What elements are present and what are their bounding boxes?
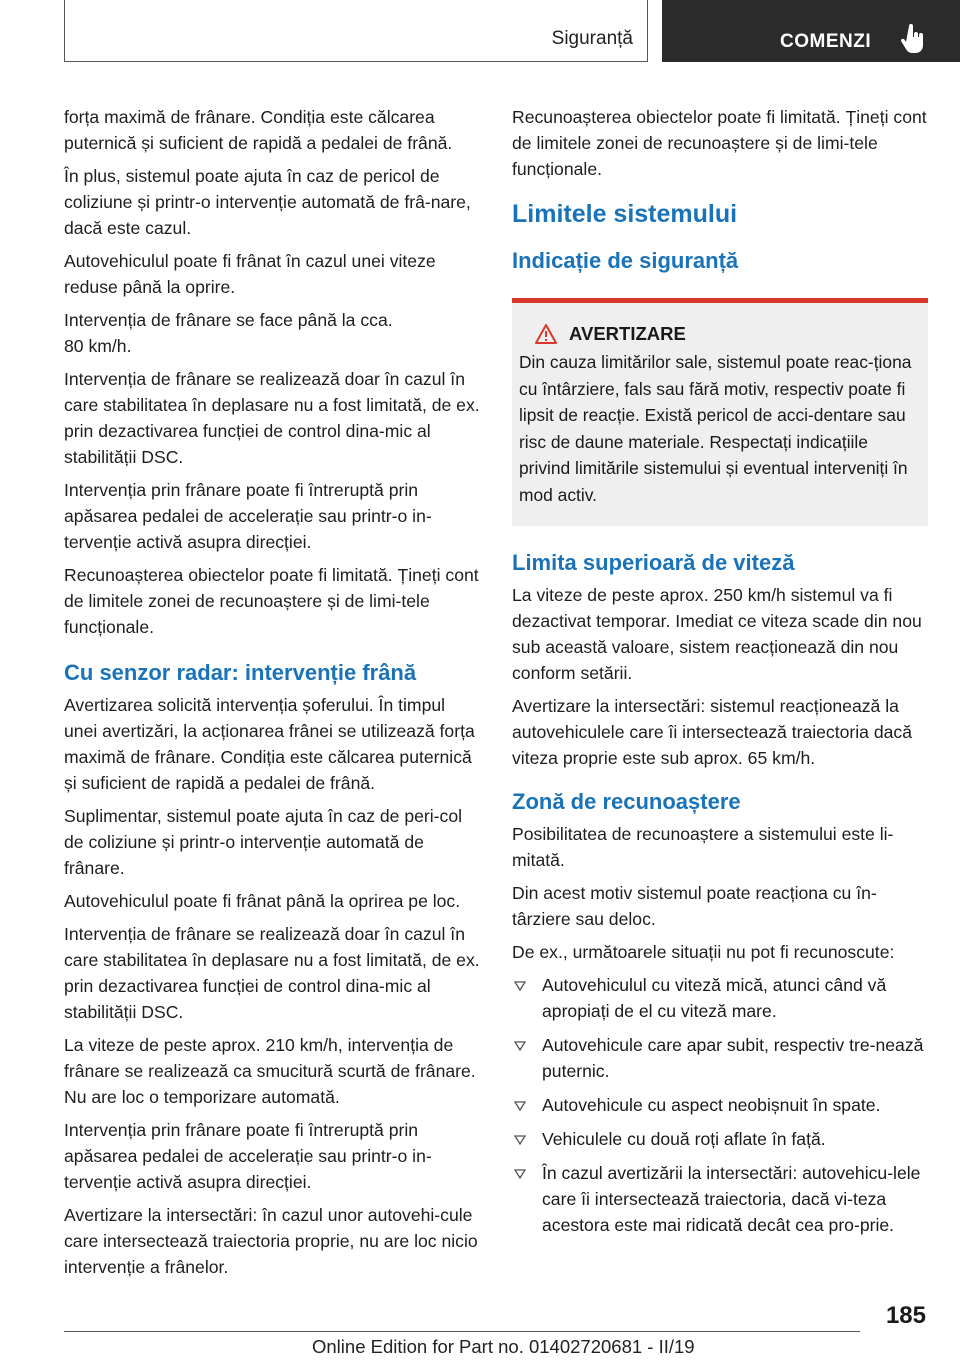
list-item [512,972,930,1024]
paragraph [64,307,482,359]
warning-text: Din cauza limitărilor sale, sistemul poate reac‐ționa cu întârziere, fals sau fără motiv, respectiv poate fi lipsit de reacție. Există pericol de acci‐dentare sau risc de daune materiale. Respectați indicațiile privind limitările sistemului și eventual interveniți în mod activ. [519,352,912,505]
paragraph: Avertizare la intersectări: sistemul reacționează la autovehiculele care îi intersectează traiectoria dacă viteza proprie este sub aprox. 65 km/h. [512,696,912,768]
list-item [512,1092,930,1118]
paragraph: Recunoașterea obiectelor poate fi limitată. Țineți cont de limitele zonei de recunoaștere și de limi‐tele funcționale. [64,565,479,637]
paragraph: Din acest motiv sistemul poate reacționa cu în‐târziere sau deloc. [512,883,877,929]
footer-edition: Online Edition for Part no. 01402720681 - II/19 [312,1336,695,1357]
heading-radar: Cu senzor radar: intervenție frână [64,660,417,685]
paragraph: Suplimentar, sistemul poate ajuta în caz de peri‐col de coliziune și printr‐o intervenție automată de frânare. [64,806,463,878]
paragraph: forța maximă de frânare. Condiția este călcarea puternică și suficient de rapidă a pedalei de frână. [64,107,453,153]
list-item-text: Vehiculele cu două roți aflate în față. [542,1129,826,1149]
undetectable-situations-list [512,972,930,1238]
paragraph: Posibilitatea de recunoaștere a sistemului este li‐mitată. [512,824,894,870]
paragraph: De ex., următoarele situații nu pot fi recunoscute: [512,942,895,962]
tab-comenzi-label: COMENZI [780,31,872,52]
header-section-box [64,0,648,62]
paragraph: În plus, sistemul poate ajuta în caz de pericol de coliziune și printr‐o intervenție automată de frâ‐nare, dacă este cazul. [64,166,471,238]
paragraph: Intervenția prin frânare poate fi întreruptă prin apăsarea pedalei de accelerație sau printr‐o in‐tervenție activă asupra direcției. [64,1120,432,1192]
heading-system-limits: Limitele sistemului [512,200,738,228]
paragraph: Autovehiculul poate fi frânat în cazul unei viteze reduse până la oprire. [64,251,436,297]
list-item-text: Autovehicule care apar subit, respectiv tre‐nează puternic. [542,1035,924,1081]
heading-speed-limit: Limita superioară de viteză [512,550,795,575]
list-item-text: În cazul avertizării la intersectări: autovehicu‐lele care îi intersectează traiectoria, dacă vi‐teza acestora este mai ridicată decât cea pro‐prie. [542,1163,921,1235]
list-item [512,1032,930,1084]
left-column [64,104,482,1287]
list-item-text: Autovehicule cu aspect neobișnuit în spate. [542,1095,881,1115]
page-number: 185 [885,1302,926,1329]
warning-title [519,323,920,345]
section-title: Siguranță [551,28,633,49]
heading-detection-zone: Zonă de recunoaștere [512,789,741,814]
paragraph: Avertizare la intersectări: în cazul unor autovehi‐cule care intersectează traiectoria proprie, nu are loc nicio intervenție a frânelor. [64,1205,478,1277]
triangle-bullet-icon [514,1135,526,1145]
list-item-text: Autovehiculul cu viteză mică, atunci când vă apropiați de el cu viteză mare. [542,975,887,1021]
heading-safety-note: Indicație de siguranță [512,248,739,273]
paragraph-line: 80 km/h. [64,336,132,356]
footer-divider [64,1331,860,1332]
tab-comenzi[interactable] [662,0,960,62]
paragraph: Recunoașterea obiectelor poate fi limitată. Țineți cont de limitele zonei de recunoaștere și de limi‐tele funcționale. [512,107,927,179]
list-item [512,1126,930,1152]
right-column [512,104,930,1246]
triangle-bullet-icon [514,1041,526,1051]
triangle-bullet-icon [514,1169,526,1179]
warning-title-text: AVERTIZARE [569,323,686,344]
list-item [512,1160,930,1238]
paragraph-line: Intervenția de frânare se face până la cca. [64,310,393,330]
triangle-bullet-icon [514,981,526,991]
paragraph: La viteze de peste aprox. 250 km/h sistemul va fi dezactivat temporar. Imediat ce viteza scade din nou sub această valoare, sistem reacționează din nou conform setării. [512,585,922,683]
paragraph: Avertizarea solicită intervenția șoferului. În timpul unei avertizări, la acționarea frânei se utilizează forța maximă de frânare. Condiția este călcarea puternică și suficient de rapidă a pedalei de frână. [64,695,475,793]
paragraph: La viteze de peste aprox. 210 km/h, intervenția de frânare se realizează ca smucitură scurtă de frânare. Nu are loc o temporizare automată. [64,1035,476,1107]
warning-triangle-icon [535,324,557,344]
hand-pointer-icon [900,24,926,54]
triangle-bullet-icon [514,1101,526,1111]
warning-box [512,298,928,526]
paragraph: Intervenția de frânare se realizează doar în cazul în care stabilitatea în deplasare nu a fost limitată, de ex. prin dezactivarea funcției de control dina‐mic al stabilității DSC. [64,369,480,467]
paragraph: Autovehiculul poate fi frânat până la oprirea pe loc. [64,891,461,911]
paragraph: Intervenția de frânare se realizează doar în cazul în care stabilitatea în deplasare nu a fost limitată, de ex. prin dezactivarea funcției de control dina‐mic al stabilității DSC. [64,924,480,1022]
paragraph: Intervenția prin frânare poate fi întreruptă prin apăsarea pedalei de accelerație sau printr‐o in‐tervenție activă asupra direcției. [64,480,432,552]
